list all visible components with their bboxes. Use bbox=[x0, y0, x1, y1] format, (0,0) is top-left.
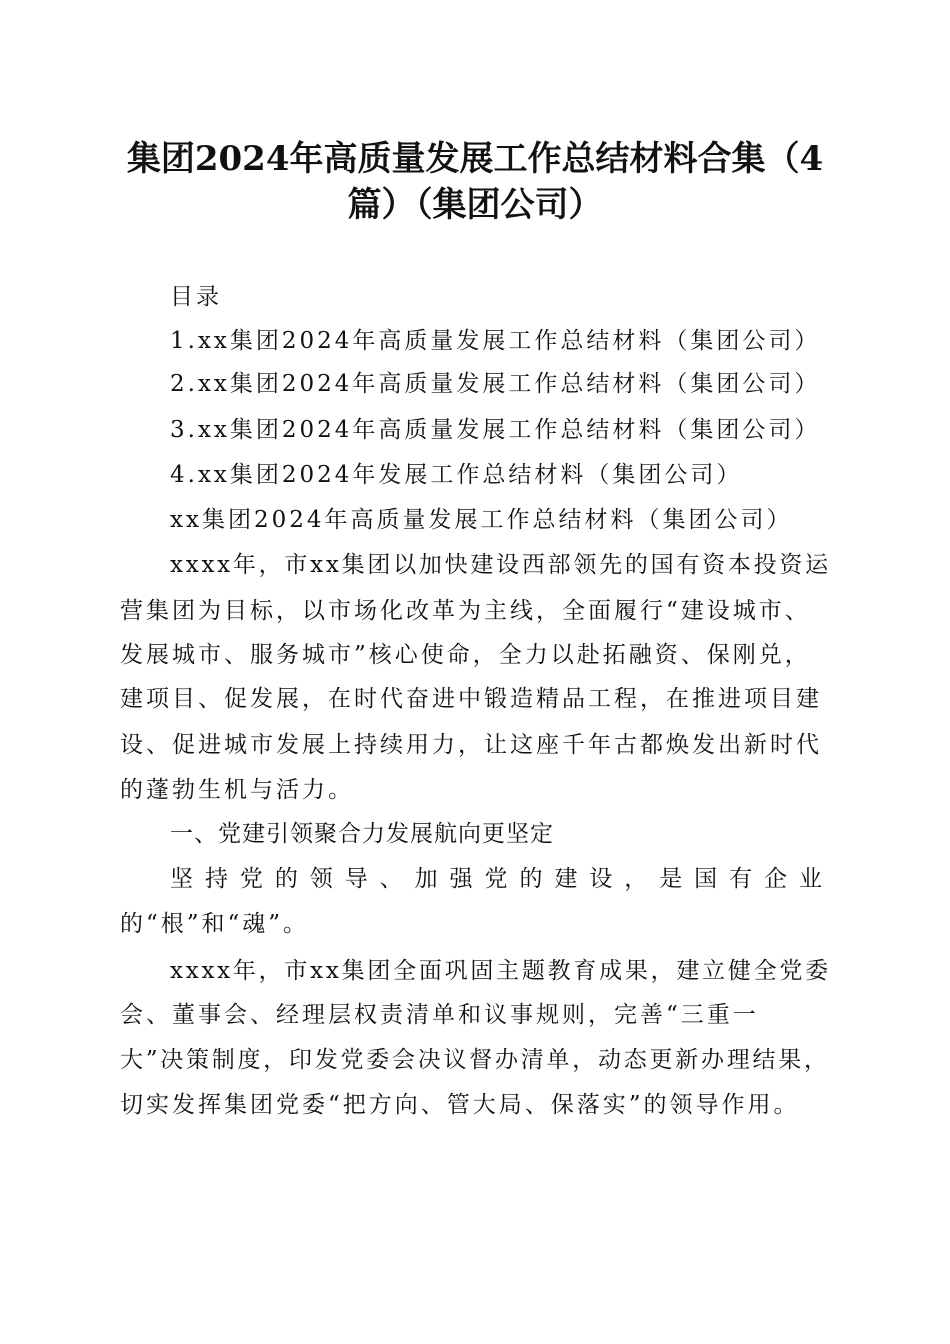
article-subtitle: xx集团2024年高质量发展工作总结材料（集团公司） bbox=[170, 507, 793, 533]
section-1-para-1-line-1 bbox=[170, 864, 822, 894]
intro-line-3: 发展城市、服务城市”核心使命，全力以赴拓融资、保刚兑， bbox=[120, 642, 811, 668]
toc-heading: 目录 bbox=[170, 284, 222, 310]
intro-line-2: 营集团为目标，以市场化改革为主线，全面履行“建设城市、 bbox=[120, 598, 811, 624]
document-title-line-1: 集团2024年高质量发展工作总结材料合集（4 bbox=[126, 139, 824, 179]
section-1-para-2-line-2: 会、董事会、经理层权责清单和议事规则，完善“三重一 bbox=[120, 1002, 759, 1028]
intro-line-1: xxxx年，市xx集团以加快建设西部领先的国有资本投资运 bbox=[170, 552, 831, 578]
intro-line-5: 设、促进城市发展上持续用力，让这座千年古都焕发出新时代 bbox=[120, 732, 822, 758]
toc-item-1: 1.xx集团2024年高质量发展工作总结材料（集团公司） bbox=[170, 328, 821, 354]
intro-line-4: 建项目、促发展，在时代奋进中锻造精品工程，在推进项目建 bbox=[120, 686, 822, 712]
section-1-para-2-line-1: xxxx年，市xx集团全面巩固主题教育成果，建立健全党委 bbox=[170, 958, 831, 984]
intro-line-6: 的蓬勃生机与活力。 bbox=[120, 777, 354, 803]
toc-item-2: 2.xx集团2024年高质量发展工作总结材料（集团公司） bbox=[170, 371, 821, 397]
toc-item-4: 4.xx集团2024年发展工作总结材料（集团公司） bbox=[170, 462, 743, 488]
section-1-para-2-line-3: 大”决策制度，印发党委会决议督办清单，动态更新办理结果， bbox=[120, 1047, 830, 1073]
document-title-line-2: 篇）（集团公司） bbox=[347, 185, 603, 225]
section-1-para-1-line-2: 的“根”和“魂”。 bbox=[120, 911, 310, 937]
toc-item-3: 3.xx集团2024年高质量发展工作总结材料（集团公司） bbox=[170, 417, 821, 443]
section-1-heading: 一、党建引领聚合力发展航向更坚定 bbox=[170, 821, 554, 847]
section-1-para-1-line-1-text: 坚持党的领导、加强党的建设，是国有企业 bbox=[170, 866, 822, 892]
section-1-para-2-line-4: 切实发挥集团党委“把方向、管大局、保落实”的领导作用。 bbox=[120, 1092, 800, 1118]
